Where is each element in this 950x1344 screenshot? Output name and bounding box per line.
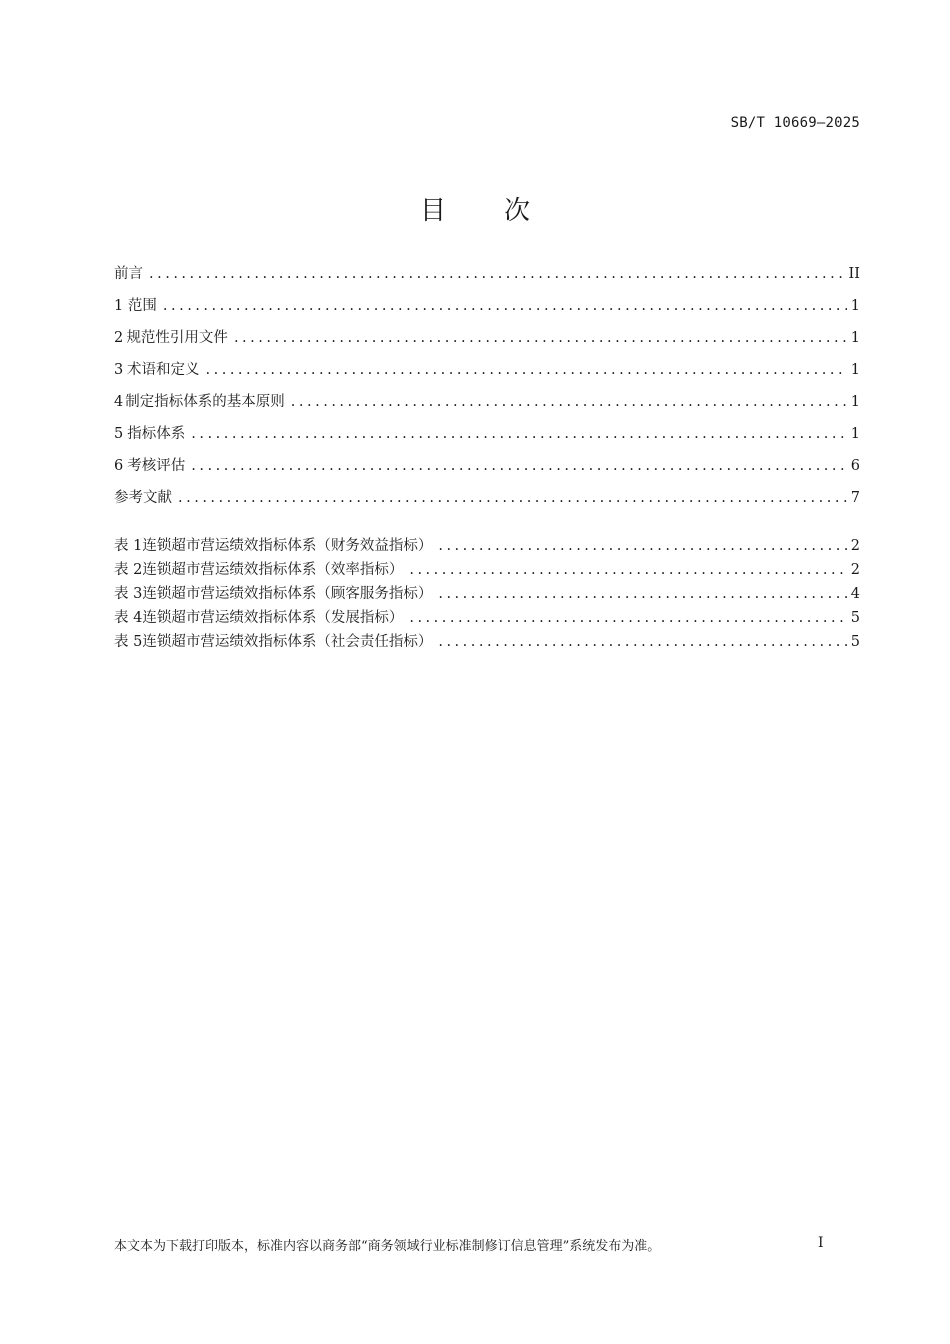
toc-entry-number: 3 [114, 362, 124, 378]
table-entry-number: 表 1 [114, 538, 143, 554]
footer-notice: 本文本为下载打印版本，标准内容以商务部“商务领域行业标准制修订信息管理”系统发布为准。 [114, 1239, 661, 1254]
table-entry-number: 表 5 [114, 634, 143, 650]
dot-leader [291, 391, 847, 413]
toc-entry-number: 6 [114, 458, 124, 474]
table-entry[interactable] [114, 536, 860, 560]
dot-leader [163, 295, 847, 317]
table-entry-page: 4 [850, 586, 860, 602]
toc-entry-assessment[interactable] [114, 455, 860, 487]
table-list [114, 536, 860, 656]
table-entry-page: 2 [850, 538, 860, 554]
toc-entry-basic-principles[interactable] [114, 391, 860, 423]
toc-entry-indicator-system[interactable] [114, 423, 860, 455]
toc-entry-number: 1 [114, 298, 124, 314]
page-title: 目次 [419, 196, 588, 226]
standard-code: SB/T 10669—2025 [730, 115, 860, 131]
table-entry-page: 5 [850, 610, 860, 626]
footer-page-number: I [818, 1235, 824, 1251]
dot-leader [438, 536, 846, 556]
dot-leader [191, 455, 846, 477]
toc-entry-label: 范围 [127, 298, 157, 314]
toc-entry-page: 6 [850, 458, 860, 474]
table-entry-label: 连锁超市营运绩效指标体系（发展指标） [142, 610, 404, 626]
dot-leader [438, 584, 846, 604]
toc-entry-number: 5 [114, 426, 124, 442]
toc-entry-normative-references[interactable] [114, 327, 860, 359]
toc-entry-bibliography[interactable] [114, 487, 860, 519]
toc-entry-page: 1 [850, 362, 860, 378]
dot-leader [206, 359, 847, 381]
table-entry-label: 连锁超市营运绩效指标体系（财务效益指标） [142, 538, 433, 554]
toc-entry-number: 4 [114, 394, 124, 410]
toc-entry-label: 制定指标体系的基本原则 [125, 394, 285, 410]
dot-leader [409, 608, 846, 628]
table-entry-label: 连锁超市营运绩效指标体系（社会责任指标） [142, 634, 433, 650]
table-entry-number: 表 3 [114, 586, 143, 602]
table-entry-number: 表 4 [114, 610, 143, 626]
toc-entry-label: 术语和定义 [127, 362, 200, 378]
table-entry-page: 5 [850, 634, 860, 650]
table-entry[interactable] [114, 632, 860, 656]
toc-entry-page: 1 [850, 426, 860, 442]
toc-entry-label: 指标体系 [127, 426, 186, 442]
dot-leader [409, 560, 846, 580]
toc-entry-number: 2 [114, 330, 124, 346]
toc-entry-label: 考核评估 [127, 458, 186, 474]
toc-entry-page: 7 [850, 490, 860, 506]
table-entry[interactable] [114, 608, 860, 632]
dot-leader [438, 632, 846, 652]
toc-entry-label: 前言 [114, 266, 143, 282]
toc-entry-page: 1 [850, 330, 860, 346]
table-entry-number: 表 2 [114, 562, 143, 578]
toc-entry-page: 1 [850, 394, 860, 410]
table-entry[interactable] [114, 584, 860, 608]
toc-entry-label: 参考文献 [114, 490, 172, 506]
dot-leader [191, 423, 846, 445]
table-entry-label: 连锁超市营运绩效指标体系（顾客服务指标） [142, 586, 433, 602]
table-entry[interactable] [114, 560, 860, 584]
table-entry-label: 连锁超市营运绩效指标体系（效率指标） [142, 562, 404, 578]
dot-leader [149, 263, 845, 285]
toc-list [114, 263, 860, 519]
dot-leader [178, 487, 847, 509]
dot-leader [234, 327, 847, 349]
toc-entry-page: II [848, 266, 860, 282]
toc-entry-foreword[interactable] [114, 263, 860, 295]
toc-entry-label: 规范性引用文件 [126, 330, 228, 346]
toc-entry-scope[interactable] [114, 295, 860, 327]
toc-entry-page: 1 [850, 298, 860, 314]
toc-entry-terms-definitions[interactable] [114, 359, 860, 391]
table-entry-page: 2 [850, 562, 860, 578]
